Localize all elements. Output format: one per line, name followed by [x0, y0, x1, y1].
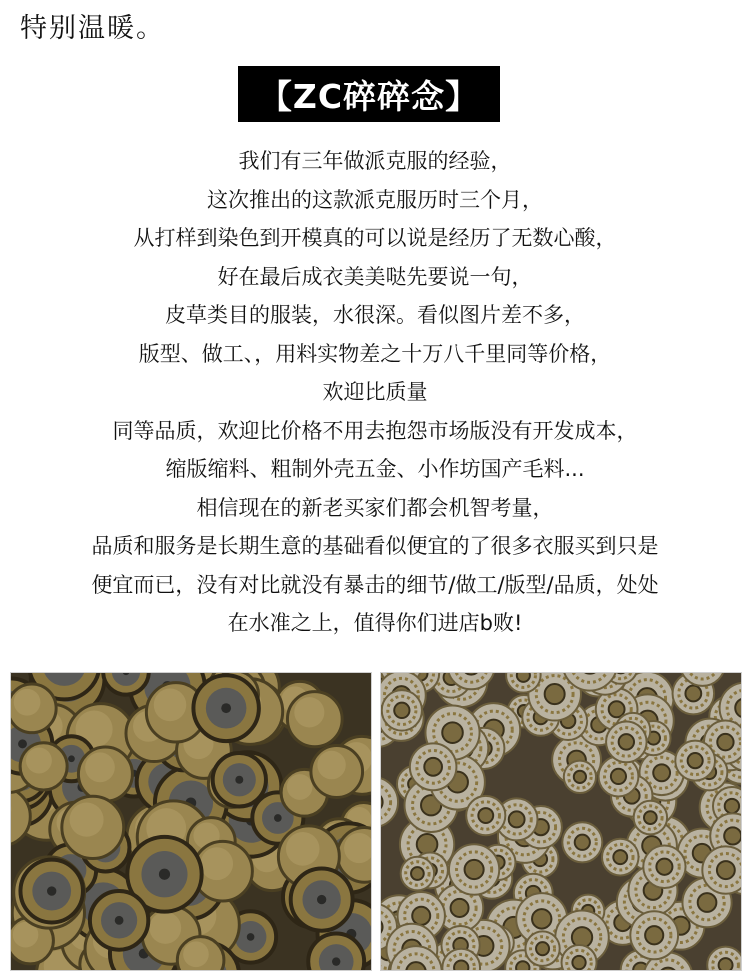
button-cap — [291, 868, 353, 930]
paragraph-line: 这次推出的这款派克服历时三个月， — [0, 181, 750, 220]
button-caps-photo — [10, 672, 372, 971]
button-caps-illustration — [11, 673, 371, 970]
rivet-back — [643, 846, 685, 888]
rivet-back — [564, 761, 596, 793]
intro-line: 特别温暖。 — [20, 6, 165, 45]
rivet-back — [401, 857, 434, 891]
button-cap — [11, 684, 56, 733]
paragraph-line: 欢迎比质量 — [0, 373, 750, 412]
product-photo-row — [10, 672, 742, 969]
paragraph-line: 便宜而已，没有对比就没有暴击的细节/做工/版型/品质，处处 — [0, 566, 750, 605]
button-cap — [287, 692, 342, 747]
rivet-back — [675, 741, 715, 781]
rivet-back — [562, 822, 602, 862]
button-cap — [177, 937, 224, 970]
paragraph-line: 缩版缩料、粗制外壳五金、小作坊国产毛料... — [0, 450, 750, 489]
rivet-back — [449, 844, 499, 895]
rivet-back — [634, 801, 667, 835]
paragraph-line: 从打样到染色到开模真的可以说是经历了无数心酸， — [0, 219, 750, 258]
button-cap — [193, 675, 258, 741]
paragraph-line: 在水准之上，值得你们进店b败! — [0, 604, 750, 643]
button-cap — [78, 747, 132, 801]
rivet-backs-photo — [380, 672, 742, 971]
button-cap — [311, 746, 363, 798]
rivet-back — [525, 931, 559, 965]
rivet-back — [606, 722, 647, 763]
section-title-banner: 【ZC碎碎念】 — [238, 66, 500, 122]
button-cap — [20, 743, 67, 790]
paragraph-line: 版型、做工、，用料实物差之十万八千里同等价格， — [0, 335, 750, 374]
rivet-back — [382, 690, 422, 730]
button-cap — [20, 860, 82, 923]
rivet-back — [702, 846, 741, 893]
paragraph-line: 皮草类目的服装，水很深。看似图片差不多， — [0, 296, 750, 335]
rivet-backs-illustration — [381, 673, 741, 970]
rivet-back — [466, 796, 505, 835]
button-cap — [62, 796, 124, 858]
button-cap — [90, 891, 148, 950]
paragraph-line: 好在最后成衣美美哒先要说一句， — [0, 258, 750, 297]
description-paragraph — [0, 142, 750, 643]
button-cap — [308, 933, 364, 970]
paragraph-line: 我们有三年做派克服的经验， — [0, 142, 750, 181]
button-cap — [213, 753, 266, 807]
rivet-back — [562, 945, 597, 970]
rivet-back — [630, 911, 678, 959]
paragraph-line: 品质和服务是长期生意的基础看似便宜的了很多衣服买到只是 — [0, 527, 750, 566]
paragraph-line: 相信现在的新老买家们都会机智考量， — [0, 489, 750, 528]
rivet-back — [410, 743, 457, 790]
rivet-back — [602, 839, 639, 876]
paragraph-line: 同等品质，欢迎比价格不用去抱怨市场版没有开发成本， — [0, 412, 750, 451]
